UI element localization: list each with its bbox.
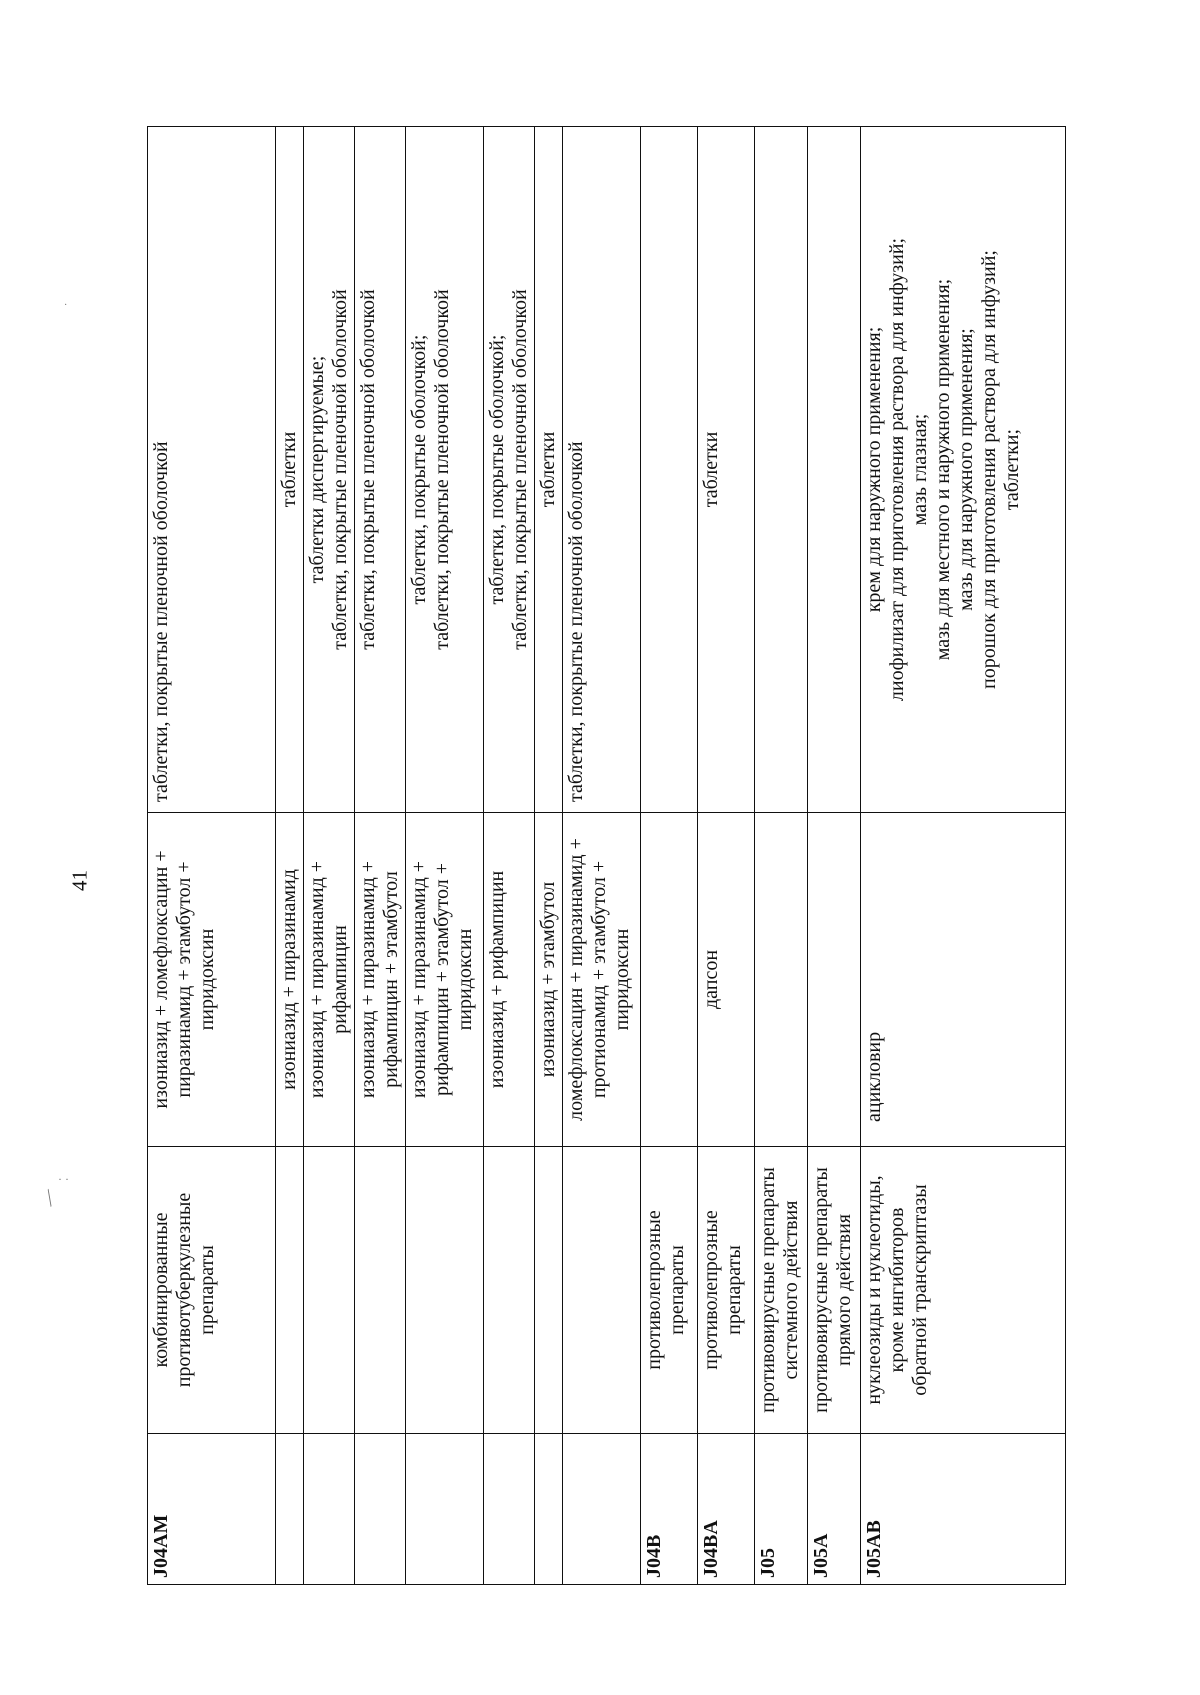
atx-drug-table: [147, 126, 1066, 1585]
dosage-form-cell-line: крем для наружного применения;: [863, 326, 885, 613]
drug-name-cell-line: изониазид + пиразинамид +: [306, 860, 328, 1099]
atx-group-cell: [808, 1147, 861, 1434]
drug-name-cell-line: ломефлоксацин + пиразинамид +: [565, 838, 587, 1121]
atx-code-cell: [563, 1434, 641, 1585]
atx-code-cell: J05AB: [861, 1434, 1066, 1585]
atx-group-cell-line: противовирусные препараты: [757, 1167, 779, 1413]
atx-code-cell: [535, 1434, 563, 1585]
drug-name-cell: [276, 813, 304, 1147]
dosage-form-cell: [861, 127, 1066, 813]
atx-group-cell-line: препараты: [666, 1245, 688, 1335]
atx-group-cell: [698, 1147, 755, 1434]
drug-name-cell: [535, 813, 563, 1147]
atx-code-cell: [276, 1434, 304, 1585]
scan-artifact: ·: [64, 300, 68, 311]
atx-group-cell: [276, 1147, 304, 1434]
table-row: [276, 127, 304, 1585]
rotated-table-wrapper: [147, 127, 1051, 1585]
drug-name-cell: [698, 813, 755, 1147]
drug-name-cell-line: изониазид + пиразинамид +: [357, 860, 379, 1099]
drug-name-cell-line: изониазид + этамбутол: [537, 881, 559, 1078]
drug-name-cell-line: дапсон: [700, 949, 722, 1010]
drug-name-cell: [406, 813, 484, 1147]
table-row: [641, 127, 698, 1585]
table-row: [698, 127, 755, 1585]
atx-group-cell: [484, 1147, 535, 1434]
table-row: [563, 127, 641, 1585]
drug-name-cell: [355, 813, 406, 1147]
atx-group-cell-line: противолепрозные: [643, 1210, 665, 1370]
dosage-form-cell: [276, 127, 304, 813]
drug-name-cell-line: рифампицин + этамбутол +: [431, 863, 453, 1096]
atx-code-cell: J04BA: [698, 1434, 755, 1585]
table-row: [808, 127, 861, 1585]
atx-group-cell-line: кроме ингибиторов: [886, 1207, 908, 1373]
dosage-form-cell-line: таблетки диспергируемые;: [306, 355, 328, 584]
dosage-form-cell-line: таблетки: [278, 431, 300, 508]
dosage-form-cell-line: таблетки, покрытые оболочкой;: [408, 334, 430, 605]
drug-name-cell-line: рифампицин + этамбутол: [380, 871, 402, 1088]
drug-name-cell: [861, 813, 1066, 1147]
dosage-form-cell-line: таблетки, покрытые пленочной оболочкой: [150, 441, 172, 802]
table-row: [148, 127, 276, 1585]
dosage-form-cell-line: таблетки, покрытые пленочной оболочкой: [509, 289, 531, 650]
atx-code-cell: [355, 1434, 406, 1585]
atx-group-cell-line: препараты: [196, 1245, 218, 1335]
dosage-form-cell-line: мазь для местного и наружного применения;: [932, 278, 954, 661]
atx-group-cell-line: препараты: [723, 1245, 745, 1335]
dosage-form-cell: [755, 127, 808, 813]
drug-name-cell-line: пиридоксин: [611, 928, 633, 1031]
dosage-form-cell: [563, 127, 641, 813]
drug-name-cell-line: изониазид + пиразинамид: [278, 869, 300, 1090]
drug-name-cell-line: ацикловир: [863, 1031, 885, 1122]
drug-name-cell-line: пиразинамид + этамбутол +: [173, 861, 195, 1098]
drug-name-cell-line: пиридоксин: [196, 928, 218, 1031]
atx-group-cell-line: противовирусные препараты: [810, 1167, 832, 1413]
drug-name-cell-line: изониазид + пиразинамид +: [408, 860, 430, 1099]
atx-code-cell: J04AM: [148, 1434, 276, 1585]
scan-artifact: ⟋: [38, 1186, 62, 1210]
atx-group-cell: [535, 1147, 563, 1434]
dosage-form-cell: [535, 127, 563, 813]
atx-group-cell: [861, 1147, 1066, 1434]
table-row: [484, 127, 535, 1585]
dosage-form-cell-line: таблетки;: [1001, 428, 1023, 511]
atx-group-cell: [563, 1147, 641, 1434]
drug-name-cell: [484, 813, 535, 1147]
drug-name-cell: [304, 813, 355, 1147]
dosage-form-cell-line: таблетки, покрытые оболочкой;: [486, 334, 508, 605]
atx-code-cell: J05: [755, 1434, 808, 1585]
atx-group-cell: [355, 1147, 406, 1434]
dosage-form-cell: [355, 127, 406, 813]
dosage-form-cell-line: таблетки, покрытые пленочной оболочкой: [357, 289, 379, 650]
scan-artifact: · ·: [58, 1172, 69, 1186]
drug-name-cell: [148, 813, 276, 1147]
drug-name-cell-line: пиридоксин: [454, 928, 476, 1031]
drug-name-cell-line: рифампицин: [329, 925, 351, 1034]
dosage-form-cell-line: порошок для приготовления раствора для инфузий;: [978, 250, 1000, 689]
table-row: [304, 127, 355, 1585]
drug-name-cell: [641, 813, 698, 1147]
dosage-form-cell-line: мазь глазная;: [909, 413, 931, 526]
dosage-form-cell-line: лиофилизат для приготовления раствора для инфузий;: [886, 237, 908, 702]
dosage-form-cell-line: таблетки: [700, 431, 722, 508]
atx-group-cell-line: противотуберкулезные: [173, 1192, 195, 1388]
dosage-form-cell: [808, 127, 861, 813]
page-number: 41: [67, 870, 92, 891]
dosage-form-cell-line: таблетки, покрытые пленочной оболочкой: [565, 441, 587, 802]
atx-code-cell: [304, 1434, 355, 1585]
atx-group-cell-line: комбинированные: [150, 1212, 172, 1368]
table-row: [355, 127, 406, 1585]
drug-name-cell: [808, 813, 861, 1147]
atx-group-cell: [406, 1147, 484, 1434]
table-row: [535, 127, 563, 1585]
atx-code-cell: [406, 1434, 484, 1585]
dosage-form-cell-line: мазь для наружного применения;: [955, 328, 977, 611]
dosage-form-cell: [148, 127, 276, 813]
drug-name-cell: [755, 813, 808, 1147]
drug-name-cell-line: изониазид + ломефлоксацин +: [150, 850, 172, 1109]
atx-group-cell: [641, 1147, 698, 1434]
atx-code-cell: J05A: [808, 1434, 861, 1585]
dosage-form-cell: [641, 127, 698, 813]
dosage-form-cell: [406, 127, 484, 813]
table-row: [861, 127, 1066, 1585]
dosage-form-cell: [484, 127, 535, 813]
dosage-form-cell: [304, 127, 355, 813]
atx-code-cell: J04B: [641, 1434, 698, 1585]
dosage-form-cell: [698, 127, 755, 813]
dosage-form-cell-line: таблетки: [537, 431, 559, 508]
atx-group-cell-line: нуклеозиды и нуклеотиды,: [863, 1175, 885, 1405]
atx-group-cell: [755, 1147, 808, 1434]
atx-group-cell: [304, 1147, 355, 1434]
drug-name-cell-line: протионамид + этамбутол +: [588, 860, 610, 1099]
atx-group-cell-line: системного действия: [780, 1200, 802, 1380]
table-row: [406, 127, 484, 1585]
atx-code-cell: [484, 1434, 535, 1585]
table-row: [755, 127, 808, 1585]
atx-group-cell: [148, 1147, 276, 1434]
drug-name-cell-line: изониазид + рифампицин: [486, 870, 508, 1089]
dosage-form-cell-line: таблетки, покрытые пленочной оболочкой: [431, 289, 453, 650]
drug-name-cell: [563, 813, 641, 1147]
atx-group-cell-line: противолепрозные: [700, 1210, 722, 1370]
atx-group-cell-line: прямого действия: [833, 1214, 855, 1366]
atx-group-cell-line: обратной транскриптазы: [909, 1184, 931, 1396]
dosage-form-cell-line: таблетки, покрытые пленочной оболочкой: [329, 289, 351, 650]
